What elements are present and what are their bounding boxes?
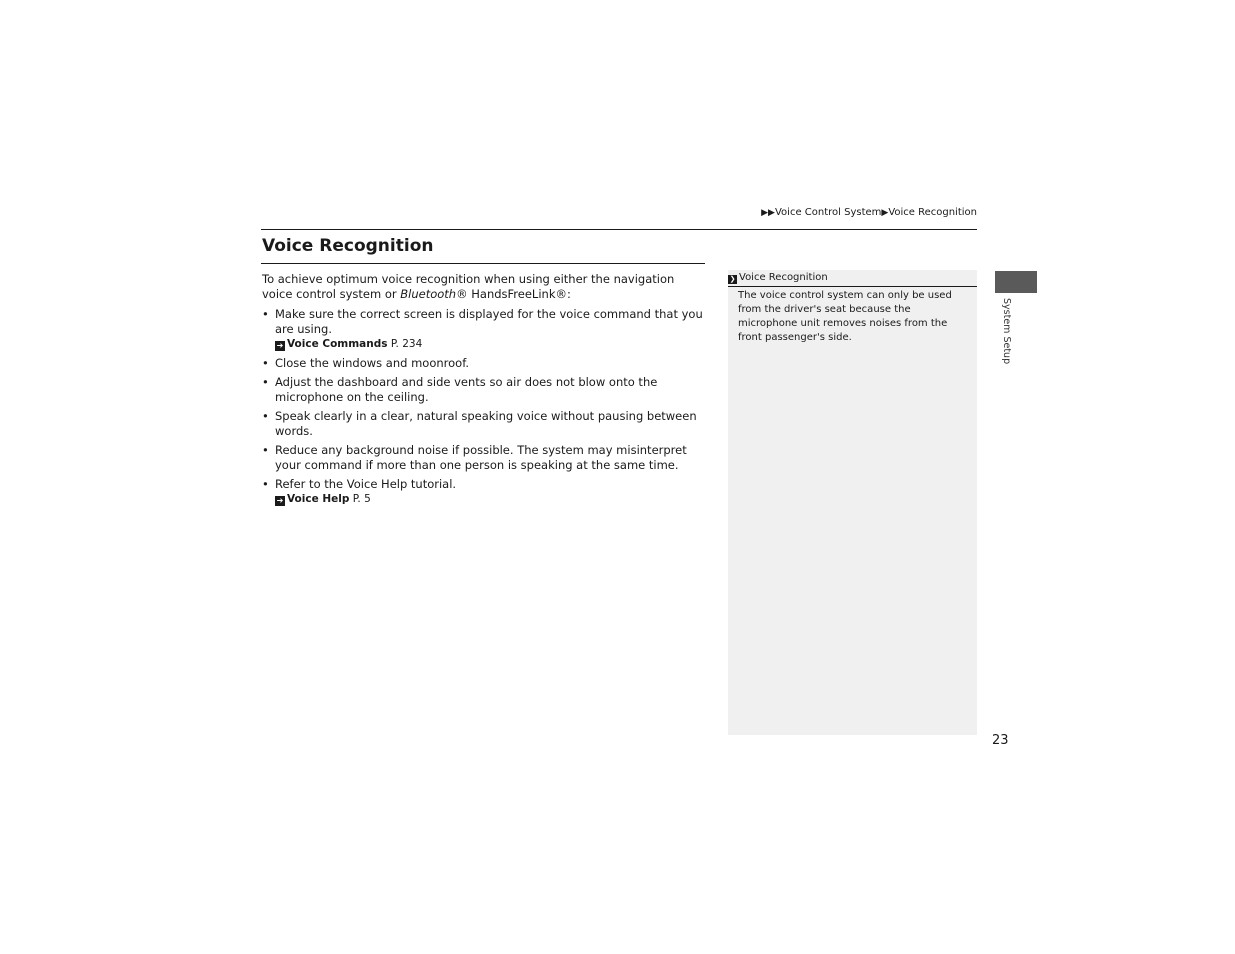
list-item-text: Reduce any background noise if possible. The system may misinterpret your command if more than one person is speaking at the same time. bbox=[275, 443, 687, 472]
intro-text-after: ® HandsFreeLink®: bbox=[456, 287, 571, 301]
xref-page: P. 234 bbox=[387, 338, 423, 350]
list-item-text: Close the windows and moonroof. bbox=[275, 356, 470, 370]
intro-italic: Bluetooth bbox=[400, 287, 457, 301]
xref-label[interactable]: Voice Commands bbox=[287, 338, 388, 350]
list-item-text: Refer to the Voice Help tutorial. bbox=[275, 477, 457, 491]
breadcrumb-level2[interactable]: Voice Recognition bbox=[888, 207, 977, 218]
list-item bbox=[262, 375, 706, 405]
title-rule bbox=[261, 263, 705, 264]
breadcrumb-separator-icon: ▶ bbox=[881, 208, 889, 218]
note-arrow-icon: ❯ bbox=[729, 275, 736, 283]
section-tab-label[interactable]: System Setup bbox=[1001, 298, 1012, 365]
page-number: 23 bbox=[992, 733, 1009, 748]
sidebar-heading-text: Voice Recognition bbox=[739, 272, 828, 283]
xref-arrow-icon: ➔ bbox=[276, 341, 284, 350]
breadcrumb bbox=[761, 207, 977, 218]
page-title: Voice Recognition bbox=[262, 236, 434, 256]
list-item bbox=[262, 409, 706, 439]
list-item-text: Adjust the dashboard and side vents so air does not blow onto the microphone on the ceiling. bbox=[275, 375, 658, 404]
sidebar-note bbox=[728, 270, 977, 735]
list-item bbox=[262, 307, 706, 352]
intro-paragraph bbox=[262, 272, 706, 302]
sidebar-body: The voice control system can only be used from the driver's seat because the microphone unit removes noises from the front passenger's side. bbox=[738, 290, 952, 343]
breadcrumb-level1[interactable]: Voice Control System bbox=[774, 207, 882, 218]
list-item-text: Speak clearly in a clear, natural speaking voice without pausing between words. bbox=[275, 409, 697, 438]
main-content bbox=[262, 272, 706, 511]
xref-page: P. 5 bbox=[349, 493, 371, 505]
header-rule bbox=[261, 229, 977, 230]
list-item bbox=[262, 443, 706, 473]
section-tab-marker bbox=[995, 271, 1037, 293]
xref-arrow-icon: ➔ bbox=[276, 496, 284, 505]
tips-list bbox=[262, 307, 706, 507]
xref-voice-commands[interactable] bbox=[275, 337, 706, 352]
xref-label[interactable]: Voice Help bbox=[287, 493, 350, 505]
list-item-text: Make sure the correct screen is displayed for the voice command that you are using. bbox=[275, 307, 703, 336]
sidebar-heading bbox=[728, 270, 977, 287]
intro-text-before: To achieve optimum voice recognition when using either the navigation voice control system or bbox=[262, 272, 675, 301]
xref-voice-help[interactable] bbox=[275, 492, 706, 507]
list-item bbox=[262, 356, 706, 371]
breadcrumb-arrow-icon: ▶▶ bbox=[761, 208, 775, 218]
list-item bbox=[262, 477, 706, 507]
